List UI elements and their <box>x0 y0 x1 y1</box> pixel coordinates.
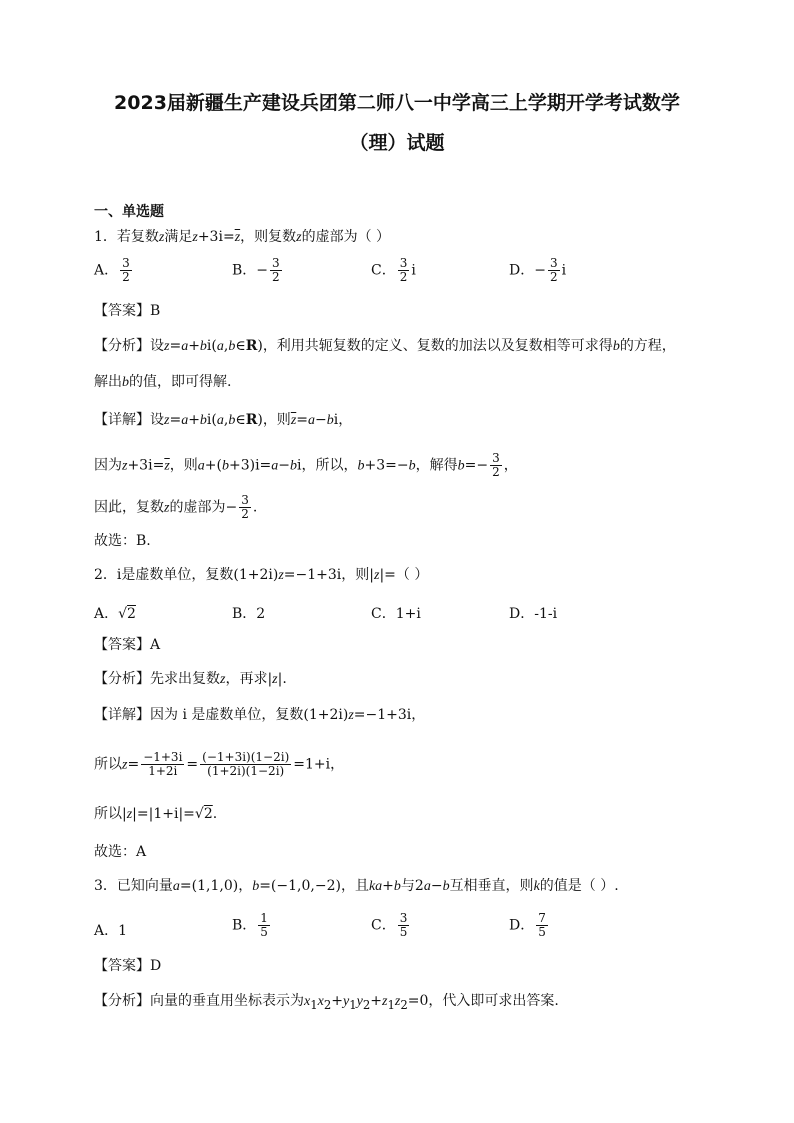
q2-option-d: D．-1-i <box>509 606 558 622</box>
q3-stem-text: 的值是（ ）. <box>539 878 619 894</box>
option-label: B． <box>232 262 257 279</box>
q3-answer: 【答案】D <box>94 958 162 974</box>
q3-analysis: 【分析】向量的垂直用坐标表示为$x_1x_2+y_1y_2+z_1z_2=0$，代入即可求出答案. <box>94 993 559 1012</box>
q2-answer: 【答案】A <box>94 637 161 653</box>
q2-option-a: A．√2 <box>94 606 136 622</box>
q3-stem-text: ， <box>238 878 253 894</box>
q1-stem-text: 1．若复数 <box>94 229 159 245</box>
option-label: D． <box>509 262 535 279</box>
analysis-text: ，代入即可求出答案. <box>428 993 559 1009</box>
analysis-text: ，利用共轭复数的定义、复数的加法以及复数相等可求得 <box>262 338 613 354</box>
q1-stem: 1．若复数z满足$z+3i=\overline{z}$，则复数z的虚部为（ ） <box>94 229 391 245</box>
q1-option-d: D．− $\frac{3}{2}$ i <box>509 256 567 284</box>
analysis-text: 【分析】向量的垂直用坐标表示为 <box>94 993 304 1009</box>
q1-detail-3: 因此，复数z的虚部为− $\frac{3}{2}$ . <box>94 493 258 521</box>
detail-text: 因为 <box>94 457 122 474</box>
option-label: D． <box>509 917 535 934</box>
q1-stem-text: ，则复数 <box>240 229 297 245</box>
analysis-text: 解出 <box>94 374 122 390</box>
q1-conclusion: 故选：B. <box>94 533 151 549</box>
detail-text: 所以 <box>94 806 122 822</box>
q2-conclusion: 故选：A <box>94 844 147 860</box>
option-label: C． <box>371 262 396 279</box>
section-heading: 一、单选题 <box>94 204 164 220</box>
option-label: C． <box>371 917 396 934</box>
detail-text: 【详解】因为 i 是虚数单位，复数 <box>94 707 304 723</box>
q3-stem: 3．已知向量a=(1,1,0)，b=(−1,0,−2)，且ka+b与2a−b互相垂直，则k的值是（ ）. <box>94 878 619 894</box>
detail-text: 所以 <box>94 756 122 773</box>
q3-option-c: C． $\frac{3}{5}$ <box>371 911 408 939</box>
detail-text: 的虚部为 <box>169 499 226 516</box>
detail-text: 因此，复数 <box>94 499 164 516</box>
q1-detail-2: 因为$z+3i=\overline{z}$，则a+(b+3)i=a−bi，所以，b+3=−b，解得b=− $\frac{3}{2}$ ， <box>94 451 518 479</box>
detail-text: ， <box>503 457 518 474</box>
detail-tag: 【详解】 <box>94 412 150 428</box>
q1-detail: 【详解】设z=a+bi(a,b∈R)，则$\overline{z}=a-bi$， <box>94 412 353 428</box>
q2-analysis: 【分析】先求出复数z，再求|z|. <box>94 671 287 687</box>
q2-detail-3: 所以|z|=|1+i|=√2. <box>94 806 218 822</box>
detail-text: ，解得 <box>415 457 458 474</box>
q1-answer: 【答案】B <box>94 303 161 319</box>
option-label: A． <box>94 606 119 622</box>
q2-stem: 2．i是虚数单位，复数(1+2i)z=−1+3i，则|z|=（ ） <box>94 567 429 583</box>
q1-analysis: 【分析】设z=a+bi(a,b∈R)，利用共轭复数的定义、复数的加法以及复数相等可求得b的方程， <box>94 338 676 354</box>
detail-text: ， <box>338 412 353 428</box>
document-title-line1: 2023届新疆生产建设兵团第二师八一中学高三上学期开学考试数学 <box>114 92 680 114</box>
q3-stem-text: ，且 <box>340 878 369 894</box>
q2-detail: 【详解】因为 i 是虚数单位，复数(1+2i)z=−1+3i， <box>94 707 426 723</box>
q1-analysis-cont: 解出b的值，即可得解. <box>94 374 232 390</box>
q3-stem-text: 互相垂直，则 <box>449 878 534 894</box>
q3-option-a: A．1 <box>94 923 128 939</box>
q2-stem-text: 2．i是虚数单位，复数 <box>94 567 234 583</box>
q1-option-a: A． $\frac{3}{2}$ <box>94 256 130 284</box>
analysis-text: 的方程， <box>619 338 676 354</box>
q2-detail-2: 所以z= $\frac{-1+3i}{1+2i}$ = $\frac{(-1+3i)(1-2i)}{(1+2i)(1-2i)}$ =1+i， <box>94 750 345 778</box>
analysis-tag: 【分析】 <box>94 338 150 354</box>
q1-stem-text: 的虚部为（ ） <box>301 229 391 245</box>
q2-stem-text: ，则 <box>341 567 370 583</box>
analysis-text: 【分析】先求出复数 <box>94 671 220 687</box>
option-label: B． <box>232 917 257 934</box>
detail-text: ，所以， <box>301 457 358 474</box>
option-label: A． <box>94 262 119 279</box>
analysis-text: ，再求 <box>225 671 268 687</box>
q1-option-c: C． $\frac{3}{2}$ i <box>371 256 416 284</box>
detail-text: ，则 <box>169 457 198 474</box>
q2-stem-text: （ ） <box>395 567 429 583</box>
document-title-line2: （理）试题 <box>349 132 445 154</box>
analysis-text: 设 <box>150 338 164 354</box>
detail-text: 设 <box>150 412 164 428</box>
q2-option-c: C．1+i <box>371 606 421 622</box>
q2-option-b: B．2 <box>232 606 266 622</box>
q1-stem-text: 满足 <box>164 229 193 245</box>
q3-stem-text: 3．已知向量 <box>94 878 173 894</box>
q3-option-d: D． $\frac{7}{5}$ <box>509 911 546 939</box>
q3-stem-text: 与 <box>400 878 415 894</box>
q3-option-b: B． $\frac{1}{5}$ <box>232 911 268 939</box>
analysis-text: 的值，即可得解. <box>129 374 232 390</box>
detail-text: ，则 <box>262 412 291 428</box>
q1-option-b: B．− $\frac{3}{2}$ <box>232 256 280 284</box>
